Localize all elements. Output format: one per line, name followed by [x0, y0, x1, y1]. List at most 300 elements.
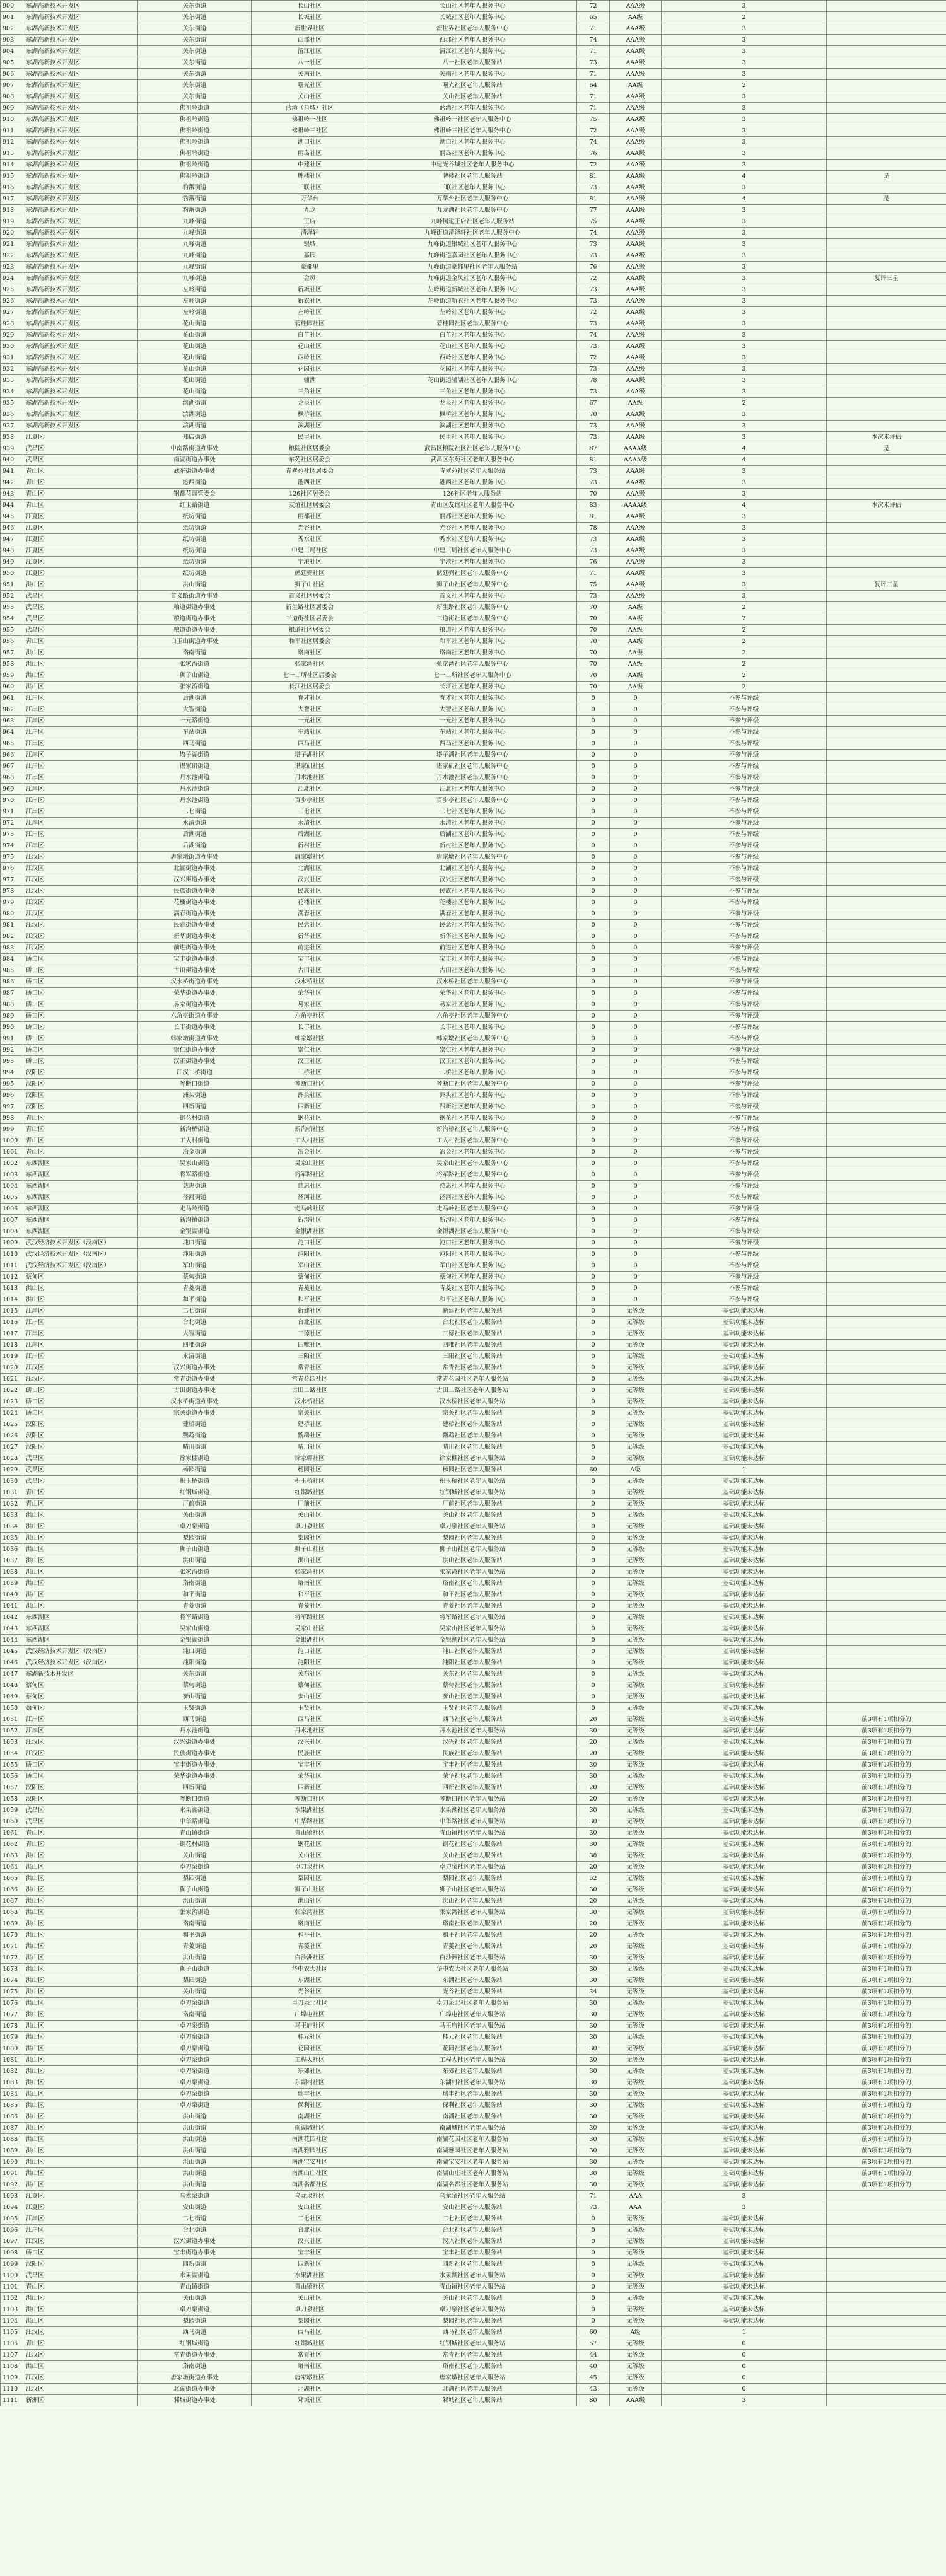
row-number-cell: 917 [1, 194, 23, 205]
district-cell: 硚口区 [23, 1022, 138, 1033]
community-cell: 长江社区居委会 [252, 682, 368, 693]
grade-cell: 无等级 [610, 1816, 662, 1828]
row-number-cell: 1071 [1, 1941, 23, 1952]
row-number-cell: 1004 [1, 1181, 23, 1192]
star-level-cell: 3 [662, 421, 827, 432]
table-row [1, 1805, 946, 1816]
table-row [1, 1419, 946, 1430]
star-level-cell: 基础功能未达标 [662, 1873, 827, 1884]
street-cell: 后湖街道 [138, 829, 252, 840]
service-center-cell: 丹水池社区老年人服务中心 [368, 772, 577, 784]
score-cell: 74 [577, 228, 610, 239]
grade-cell: 无等级 [610, 1941, 662, 1952]
remark-cell [827, 908, 946, 920]
district-cell: 江汉区 [23, 920, 138, 931]
grade-cell: AAA级 [610, 307, 662, 318]
table-row [1, 2361, 946, 2372]
community-cell: 桂元社区 [252, 2032, 368, 2043]
score-cell: 73 [577, 432, 610, 443]
score-cell: 72 [577, 160, 610, 171]
community-cell: 珞南社区 [252, 647, 368, 659]
table-row [1, 602, 946, 613]
remark-cell [827, 2293, 946, 2304]
street-cell: 卓刀泉街道 [138, 2043, 252, 2055]
table-row [1, 579, 946, 591]
street-cell: 郑店街道 [138, 432, 252, 443]
star-level-cell: 不参与评级 [662, 1294, 827, 1306]
score-cell: 0 [577, 1374, 610, 1385]
grade-cell: A级 [610, 1465, 662, 1476]
service-center-cell: 九峰街道金凤社区老年人服务中心 [368, 273, 577, 284]
score-cell: 70 [577, 636, 610, 647]
table-row [1, 500, 946, 511]
score-cell: 0 [577, 1192, 610, 1204]
service-center-cell: 青菱社区老年人服务中心 [368, 1283, 577, 1294]
street-cell: 九峰街道 [138, 239, 252, 250]
street-cell: 花山街道 [138, 341, 252, 352]
star-level-cell: 基础功能未达标 [662, 1771, 827, 1782]
service-center-cell: 关山社区老年人服务站 [368, 1850, 577, 1862]
score-cell: 0 [577, 693, 610, 704]
table-row [1, 1476, 946, 1487]
remark-cell: 前3项有1项扣分的 [827, 1714, 946, 1726]
district-cell: 硚口区 [23, 1385, 138, 1396]
grade-cell: AAA级 [610, 69, 662, 80]
score-cell: 73 [577, 250, 610, 262]
service-center-cell: 宝丰社区老年人服务中心 [368, 954, 577, 965]
table-row [1, 1691, 946, 1703]
street-cell: 左岭街道 [138, 284, 252, 296]
street-cell: 花楼街道办事处 [138, 897, 252, 908]
grade-cell: 无等级 [610, 2225, 662, 2236]
street-cell: 珞南街道 [138, 1578, 252, 1589]
remark-cell [827, 693, 946, 704]
table-row [1, 330, 946, 341]
star-level-cell: 1 [662, 1465, 827, 1476]
table-row [1, 341, 946, 352]
district-cell: 东湖高新技术开发区 [23, 421, 138, 432]
table-row [1, 375, 946, 386]
community-cell: 红钢城社区 [252, 2338, 368, 2350]
street-cell: 珞南街道 [138, 1918, 252, 1930]
community-cell: 后湖社区 [252, 829, 368, 840]
row-number-cell: 918 [1, 205, 23, 216]
row-number-cell: 1066 [1, 1884, 23, 1896]
score-cell: 30 [577, 1816, 610, 1828]
district-cell: 江汉区 [23, 2384, 138, 2395]
community-cell: 关山社区 [252, 2293, 368, 2304]
street-cell: 珞南街道 [138, 647, 252, 659]
community-cell: 佛祖岭三社区 [252, 125, 368, 137]
grade-cell: 0 [610, 829, 662, 840]
star-level-cell: 2 [662, 670, 827, 682]
remark-cell: 是 [827, 171, 946, 182]
street-cell: 洪山街道 [138, 2157, 252, 2168]
street-cell: 九峰街道 [138, 273, 252, 284]
grade-cell: AAA级 [610, 57, 662, 69]
row-number-cell: 1082 [1, 2066, 23, 2077]
service-center-cell: 乌龙泉社区老年人服务站 [368, 2191, 577, 2202]
row-number-cell: 913 [1, 148, 23, 160]
community-cell: 蓝湾（星城）社区 [252, 103, 368, 114]
score-cell: 0 [577, 1669, 610, 1680]
community-cell: 红钢城社区 [252, 1487, 368, 1499]
row-number-cell: 1089 [1, 2145, 23, 2157]
service-center-cell: 宗关社区老年人服务站 [368, 1408, 577, 1419]
service-center-cell: 广埠屯社区老年人服务站 [368, 2009, 577, 2021]
star-level-cell: 不参与评级 [662, 1272, 827, 1283]
table-row [1, 1022, 946, 1033]
table-row [1, 2316, 946, 2327]
remark-cell [827, 977, 946, 988]
district-cell: 东湖高新技术开发区 [23, 160, 138, 171]
table-row [1, 1601, 946, 1612]
district-cell: 东湖高新技术开发区 [23, 307, 138, 318]
remark-cell [827, 795, 946, 806]
street-cell: 纸坊街道 [138, 568, 252, 579]
remark-cell [827, 2191, 946, 2202]
table-row [1, 1726, 946, 1737]
district-cell: 新洲区 [23, 2395, 138, 2406]
row-number-cell: 910 [1, 114, 23, 125]
street-cell: 琴断口街道 [138, 1794, 252, 1805]
star-level-cell: 3 [662, 273, 827, 284]
remark-cell [827, 421, 946, 432]
star-level-cell: 基础功能未达标 [662, 1703, 827, 1714]
star-level-cell: 基础功能未达标 [662, 2168, 827, 2179]
row-number-cell: 1024 [1, 1408, 23, 1419]
community-cell: 民主社区 [252, 432, 368, 443]
community-cell: 徐家棚社区 [252, 1453, 368, 1465]
star-level-cell: 3 [662, 46, 827, 57]
street-cell: 江汉二桥街道 [138, 1067, 252, 1079]
street-cell: 关东街道 [138, 57, 252, 69]
grade-cell: AAA级 [610, 160, 662, 171]
remark-cell [827, 23, 946, 35]
score-cell: 76 [577, 148, 610, 160]
district-cell: 东湖高新技术开发区 [23, 137, 138, 148]
community-cell: 乌龙泉社区 [252, 2191, 368, 2202]
star-level-cell: 基础功能未达标 [662, 2009, 827, 2021]
star-level-cell: 不参与评级 [662, 1079, 827, 1090]
remark-cell [827, 262, 946, 273]
remark-cell [827, 1510, 946, 1521]
remark-cell: 本次未评估 [827, 432, 946, 443]
remark-cell: 前3项有1项扣分的 [827, 1771, 946, 1782]
remark-cell [827, 602, 946, 613]
star-level-cell: 基础功能未达标 [662, 1612, 827, 1623]
street-cell: 丹水池街道 [138, 784, 252, 795]
community-cell: 东郊社区 [252, 2066, 368, 2077]
table-row [1, 2077, 946, 2089]
table-row [1, 1941, 946, 1952]
street-cell: 佛祖岭街道 [138, 103, 252, 114]
score-cell: 72 [577, 352, 610, 364]
community-cell: 车站社区 [252, 727, 368, 738]
community-cell: 二桥社区 [252, 1067, 368, 1079]
star-level-cell: 不参与评级 [662, 806, 827, 818]
community-cell: 民族社区 [252, 1748, 368, 1760]
star-level-cell: 3 [662, 523, 827, 534]
district-cell: 洪山区 [23, 2100, 138, 2111]
community-cell: 冶金社区 [252, 1147, 368, 1158]
service-center-cell: 南湖雅园社区老年人服务站 [368, 2145, 577, 2157]
district-cell: 武昌区 [23, 1816, 138, 1828]
score-cell: 30 [577, 1998, 610, 2009]
row-number-cell: 1076 [1, 1998, 23, 2009]
service-center-cell: 汉水桥社区老年人服务中心 [368, 977, 577, 988]
score-cell: 0 [577, 2225, 610, 2236]
district-cell: 东西湖区 [23, 1635, 138, 1646]
service-center-cell: 三联社区老年人服务中心 [368, 182, 577, 194]
remark-cell [827, 1022, 946, 1033]
street-cell: 滨湖街道 [138, 398, 252, 409]
community-cell: 蔡甸社区 [252, 1680, 368, 1691]
remark-cell: 前3项有1项扣分的 [827, 2100, 946, 2111]
row-number-cell: 1002 [1, 1158, 23, 1169]
score-cell: 30 [577, 2123, 610, 2134]
remark-cell [827, 1238, 946, 1249]
table-row [1, 511, 946, 523]
service-center-cell: 金银湖社区老年人服务站 [368, 1635, 577, 1646]
star-level-cell: 基础功能未达标 [662, 2134, 827, 2145]
street-cell: 汉兴街道办事处 [138, 1737, 252, 1748]
community-cell: 宝丰社区 [252, 954, 368, 965]
community-cell: 光谷社区 [252, 1987, 368, 1998]
score-cell: 30 [577, 1964, 610, 1975]
street-cell: 张家湾街道 [138, 1907, 252, 1918]
street-cell: 洪山街道 [138, 579, 252, 591]
star-level-cell: 基础功能未达标 [662, 1850, 827, 1862]
grade-cell: 无等级 [610, 1726, 662, 1737]
table-row [1, 2304, 946, 2316]
community-cell: 洪山社区 [252, 1555, 368, 1567]
remark-cell [827, 1396, 946, 1408]
district-cell: 硚口区 [23, 1056, 138, 1067]
star-level-cell: 0 [662, 2361, 827, 2372]
street-cell: 关山街道 [138, 2293, 252, 2304]
row-number-cell: 953 [1, 602, 23, 613]
table-row [1, 1839, 946, 1850]
star-level-cell: 基础功能未达标 [662, 1578, 827, 1589]
row-number-cell: 983 [1, 943, 23, 954]
grade-cell: 无等级 [610, 1396, 662, 1408]
score-cell: 0 [577, 1238, 610, 1249]
star-level-cell: 2 [662, 80, 827, 91]
service-center-cell: 碧桂园社区老年人服务中心 [368, 318, 577, 330]
star-level-cell: 基础功能未达标 [662, 1340, 827, 1351]
grade-cell: 无等级 [610, 1987, 662, 1998]
star-level-cell: 不参与评级 [662, 1192, 827, 1204]
community-cell: 秀水社区 [252, 534, 368, 545]
district-cell: 江岸区 [23, 1714, 138, 1726]
district-cell: 硚口区 [23, 965, 138, 977]
star-level-cell: 3 [662, 228, 827, 239]
remark-cell [827, 738, 946, 750]
star-level-cell: 3 [662, 216, 827, 228]
remark-cell: 本次未评估 [827, 500, 946, 511]
street-cell: 宝丰街道办事处 [138, 954, 252, 965]
grade-cell: AAA级 [610, 250, 662, 262]
row-number-cell: 902 [1, 23, 23, 35]
table-row [1, 965, 946, 977]
score-cell: 70 [577, 659, 610, 670]
table-row [1, 398, 946, 409]
remark-cell: 前3项有1项扣分的 [827, 2077, 946, 2089]
service-center-cell: 青菱社区老年人服务站 [368, 1601, 577, 1612]
service-center-cell: 后湖社区老年人服务中心 [368, 829, 577, 840]
table-row [1, 1987, 946, 1998]
table-row [1, 840, 946, 852]
table-row [1, 1521, 946, 1533]
table-row [1, 545, 946, 557]
remark-cell [827, 931, 946, 943]
district-cell: 武昌区 [23, 1453, 138, 1465]
table-row [1, 999, 946, 1011]
star-level-cell: 不参与评级 [662, 1260, 827, 1272]
community-cell: 易家社区 [252, 999, 368, 1011]
community-cell: 青菱社区 [252, 1941, 368, 1952]
star-level-cell: 3 [662, 239, 827, 250]
remark-cell [827, 1283, 946, 1294]
score-cell: 0 [577, 1703, 610, 1714]
street-cell: 六角亭街道办事处 [138, 1011, 252, 1022]
remark-cell: 前3项有1项扣分的 [827, 1941, 946, 1952]
row-number-cell: 945 [1, 511, 23, 523]
community-cell: 东湖社区 [252, 1975, 368, 1987]
score-cell: 20 [577, 1930, 610, 1941]
score-cell: 52 [577, 1873, 610, 1884]
star-level-cell: 基础功能未达标 [662, 1351, 827, 1362]
grade-cell: AA级 [610, 80, 662, 91]
district-cell: 洪山区 [23, 1544, 138, 1555]
district-cell: 江岸区 [23, 829, 138, 840]
remark-cell [827, 897, 946, 908]
service-center-cell: 三道街社区老年人服务中心 [368, 613, 577, 625]
grade-cell: 无等级 [610, 1657, 662, 1669]
service-center-cell: 新华社区老年人服务中心 [368, 931, 577, 943]
table-row [1, 591, 946, 602]
row-number-cell: 954 [1, 613, 23, 625]
remark-cell: 前3项有1项扣分的 [827, 2055, 946, 2066]
remark-cell [827, 874, 946, 886]
remark-cell [827, 1033, 946, 1045]
grade-cell: AAA级 [610, 364, 662, 375]
row-number-cell: 931 [1, 352, 23, 364]
community-cell: 保利社区 [252, 2100, 368, 2111]
table-row [1, 2350, 946, 2361]
district-cell: 汉阳区 [23, 1090, 138, 1101]
street-cell: 永清街道 [138, 818, 252, 829]
score-cell: 0 [577, 1646, 610, 1657]
service-center-cell: 蔡甸社区老年人服务中心 [368, 1272, 577, 1283]
district-cell: 洪山区 [23, 2032, 138, 2043]
star-level-cell: 基础功能未达标 [662, 1385, 827, 1396]
grade-cell: 0 [610, 1158, 662, 1169]
score-cell: 81 [577, 171, 610, 182]
remark-cell [827, 761, 946, 772]
community-cell: 汉兴社区 [252, 874, 368, 886]
grade-cell: 无等级 [610, 1510, 662, 1521]
table-row [1, 1533, 946, 1544]
score-cell: 0 [577, 1351, 610, 1362]
service-center-cell: 一元社区老年人服务中心 [368, 716, 577, 727]
district-cell: 武昌区 [23, 1465, 138, 1476]
community-cell: 关南社区 [252, 69, 368, 80]
street-cell: 豹澥街道 [138, 205, 252, 216]
remark-cell: 前3项有1项扣分的 [827, 2089, 946, 2100]
community-cell: 建桥社区 [252, 1419, 368, 1430]
remark-cell [827, 1306, 946, 1317]
community-cell: 佛祖岭一社区 [252, 114, 368, 125]
service-center-cell: 永清社区老年人服务中心 [368, 818, 577, 829]
score-cell: 0 [577, 1442, 610, 1453]
star-level-cell: 不参与评级 [662, 1033, 827, 1045]
remark-cell [827, 727, 946, 738]
score-cell: 30 [577, 2009, 610, 2021]
community-cell: 长城社区 [252, 12, 368, 23]
service-center-cell: 中华路社区老年人服务站 [368, 1816, 577, 1828]
table-row [1, 1317, 946, 1328]
district-cell: 江汉区 [23, 1374, 138, 1385]
row-number-cell: 946 [1, 523, 23, 534]
district-cell: 硚口区 [23, 988, 138, 999]
star-level-cell: 基础功能未达标 [662, 1533, 827, 1544]
grade-cell: 无等级 [610, 1862, 662, 1873]
community-cell: 长山社区 [252, 1, 368, 12]
row-number-cell: 990 [1, 1022, 23, 1033]
score-cell: 0 [577, 1204, 610, 1215]
service-center-cell: 古田社区老年人服务中心 [368, 965, 577, 977]
row-number-cell: 1033 [1, 1510, 23, 1521]
remark-cell [827, 999, 946, 1011]
star-level-cell: 3 [662, 352, 827, 364]
grade-cell: 无等级 [610, 2168, 662, 2179]
table-row [1, 466, 946, 477]
district-cell: 东湖高新技术开发区 [23, 262, 138, 273]
street-cell: 军山街道 [138, 1260, 252, 1272]
table-row [1, 2089, 946, 2100]
service-center-cell: 四唯社区老年人服务站 [368, 1340, 577, 1351]
grade-cell: 无等级 [610, 2179, 662, 2191]
service-center-cell: 左岭街道新农社区老年人服务中心 [368, 296, 577, 307]
star-level-cell: 3 [662, 103, 827, 114]
star-level-cell: 基础功能未达标 [662, 1794, 827, 1805]
grade-cell: 0 [610, 1022, 662, 1033]
community-cell: 和平社区 [252, 1930, 368, 1941]
grade-cell: 无等级 [610, 1499, 662, 1510]
street-cell: 民族街道办事处 [138, 1748, 252, 1760]
row-number-cell: 994 [1, 1067, 23, 1079]
star-level-cell: 不参与评级 [662, 795, 827, 806]
remark-cell [827, 69, 946, 80]
table-row [1, 1850, 946, 1862]
service-center-cell: 新世界社区老年人服务中心 [368, 23, 577, 35]
grade-cell: 无等级 [610, 2350, 662, 2361]
district-cell: 洪山区 [23, 1896, 138, 1907]
community-cell: 青山镇社区 [252, 1828, 368, 1839]
street-cell: 荣华街道办事处 [138, 1771, 252, 1782]
row-number-cell: 1092 [1, 2179, 23, 2191]
grade-cell: 无等级 [610, 1782, 662, 1794]
star-level-cell: 基础功能未达标 [662, 1362, 827, 1374]
star-level-cell: 基础功能未达标 [662, 2055, 827, 2066]
community-cell: 永清社区 [252, 818, 368, 829]
service-center-cell: 牌楼社区老年人服务站 [368, 171, 577, 182]
row-number-cell: 970 [1, 795, 23, 806]
star-level-cell: 3 [662, 296, 827, 307]
table-body [1, 1, 946, 2406]
